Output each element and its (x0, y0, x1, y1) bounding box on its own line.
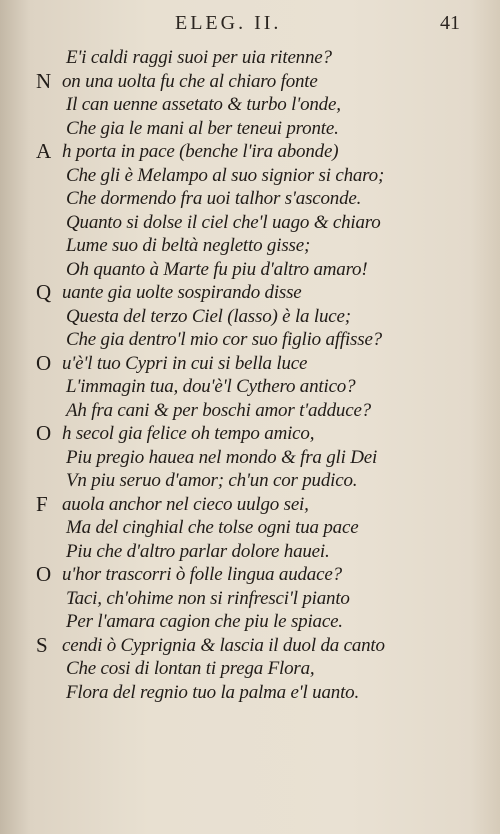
verse-text: Che gia dentro'l mio cor suo figlio affisse? (66, 329, 382, 350)
verse-line (36, 258, 456, 282)
verse-line (36, 140, 456, 164)
verse-text: Taci, ch'ohime non si rinfresci'l pianto (66, 587, 350, 609)
running-head: ELEG. II. (175, 12, 282, 34)
verse-text: Flora del regnio tuo la palma e'l uanto. (66, 681, 360, 703)
stanza-initial: Q (36, 280, 51, 304)
verse-line (36, 70, 456, 94)
show-through-text (456, 40, 500, 740)
verse-line (36, 493, 456, 517)
verse-text: Quanto si dolse il ciel che'l uago & chiaro (66, 211, 381, 233)
verse-text: Per l'amara cagion che piu le spiace. (66, 611, 343, 632)
verse-text: L'immagin tua, dou'è'l Cythero antico? (66, 376, 356, 397)
verse-line (36, 516, 456, 540)
verse-text: u'è'l tuo Cypri in cui si bella luce (62, 352, 308, 374)
verse-text: h secol gia felice oh tempo amico, (62, 423, 315, 444)
page-header (0, 8, 500, 38)
verse-line (36, 117, 456, 141)
verse-line (36, 328, 456, 352)
verse-text: Ma del cinghial che tolse ogni tua pace (66, 517, 359, 538)
verse-text: Oh quanto à Marte fu piu d'altro amaro! (66, 258, 368, 280)
page-number: 41 (440, 12, 460, 34)
verse-line (36, 422, 456, 446)
verse-line (36, 187, 456, 211)
verse-line (36, 610, 456, 634)
verse-line (36, 305, 456, 329)
stanza-initial: S (36, 632, 48, 657)
stanza-initial: O (36, 350, 51, 375)
verse-text: cendi ò Cyprignia & lascia il duol da canto (62, 634, 385, 656)
verse-line (36, 352, 456, 376)
verse-line (36, 164, 456, 188)
stanza-initial: A (36, 139, 51, 163)
stanza-initial: O (36, 562, 51, 586)
stanza-initial: O (36, 421, 51, 445)
verse-line (36, 234, 456, 258)
stanza-initial: N (36, 68, 51, 93)
verse-line (36, 211, 456, 235)
verse-text: Lume suo di beltà negletto gisse; (66, 235, 311, 256)
verse-line (36, 540, 456, 564)
stanza-initial: F (36, 491, 48, 516)
verse-text: uante gia uolte sospirando disse (62, 282, 302, 303)
verse-text: Che dormendo fra uoi talhor s'asconde. (66, 188, 362, 209)
verse-text: Questa del terzo Ciel (lasso) è la luce; (66, 305, 351, 327)
verse-line (36, 446, 456, 470)
verse-line (36, 399, 456, 423)
verse-text: Ah fra cani & per boschi amor t'adduce? (66, 399, 371, 421)
verse-text: Vn piu seruo d'amor; ch'un cor pudico. (66, 470, 358, 491)
verse-text: u'hor trascorri ò folle lingua audace? (62, 564, 342, 585)
verse-text: Piu che d'altro parlar dolore hauei. (66, 540, 330, 562)
verse-text: Che gia le mani al ber teneui pronte. (66, 117, 339, 139)
verse-line (36, 634, 456, 658)
verse-text: Che cosi di lontan ti prega Flora, (66, 658, 315, 679)
verse-text: Il can uenne assetato & turbo l'onde, (66, 94, 341, 115)
verse-line (36, 281, 456, 305)
verse-line (36, 93, 456, 117)
verse-text: E'i caldi raggi suoi per uia ritenne? (66, 47, 332, 68)
verse-text: Che gli è Melampo al suo signior si charo; (66, 164, 385, 186)
verse-text: on una uolta fu che al chiaro fonte (62, 70, 318, 92)
verse-text: auola anchor nel cieco uulgo sei, (62, 493, 309, 515)
verse-line (36, 563, 456, 587)
verse-line (36, 587, 456, 611)
verse-line (36, 657, 456, 681)
verse-line (36, 46, 456, 70)
poem-text (36, 46, 456, 704)
verse-text: h porta in pace (benche l'ira abonde) (62, 141, 339, 162)
verse-line (36, 375, 456, 399)
verse-line (36, 469, 456, 493)
verse-line (36, 681, 456, 705)
verse-text: Piu pregio hauea nel mondo & fra gli Dei (66, 446, 378, 468)
